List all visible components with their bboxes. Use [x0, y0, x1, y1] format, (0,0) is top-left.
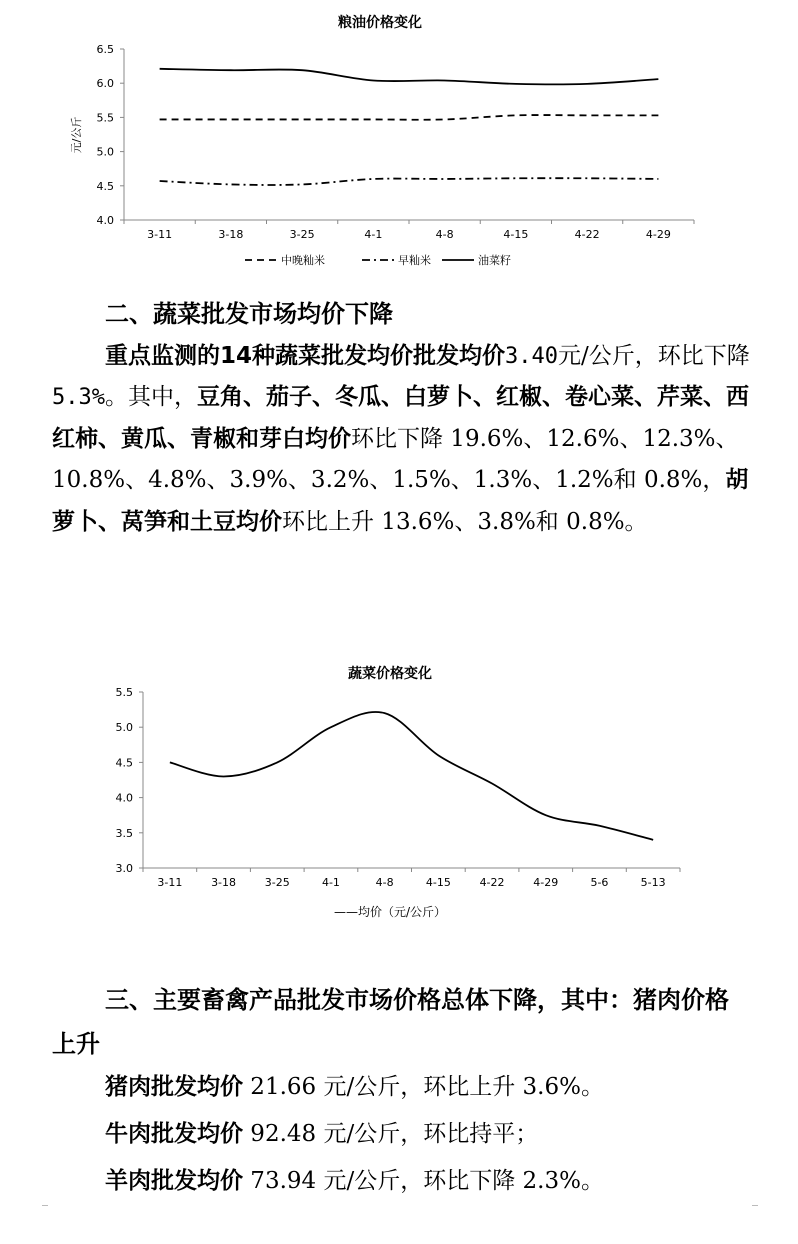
p-text: 。其中， — [104, 384, 197, 411]
section2-paragraph — [52, 336, 752, 543]
x-tick-label: 4-1 — [364, 228, 383, 241]
y-tick-label: 4.0 — [96, 214, 114, 227]
x-tick-label: 5-13 — [640, 876, 666, 889]
p-avg-value: 3.40 — [505, 344, 558, 369]
vegetable-price-chart — [0, 650, 798, 930]
mutton-label: 羊肉批发均价 — [105, 1168, 243, 1194]
pork-label: 猪肉批发均价 — [105, 1074, 243, 1100]
mutton-price-line — [105, 1162, 604, 1195]
series-line-2 — [160, 69, 659, 85]
section2-heading: 二、蔬菜批发市场均价下降 — [105, 300, 393, 328]
p-text: 元/公斤，环比下降 — [558, 343, 750, 369]
y-tick-label: 4.0 — [115, 791, 133, 805]
x-tick-label: 4-8 — [435, 228, 454, 241]
p-text: 重点监测的 — [105, 343, 220, 369]
y-tick-label: 4.5 — [115, 756, 133, 770]
chart1-title: 粮油价格变化 — [338, 15, 422, 31]
y-tick-label: 6.0 — [96, 77, 114, 91]
x-tick-label: 3-18 — [218, 228, 244, 241]
p-count: 14 — [220, 343, 253, 369]
pork-value: 21.66 元/公斤，环比上升 3.6%。 — [243, 1074, 604, 1100]
x-tick-label: 4-22 — [479, 876, 505, 889]
x-tick-label: 3-11 — [157, 876, 183, 889]
y-tick-label: 5.0 — [96, 145, 114, 159]
x-tick-label: 4-15 — [503, 228, 529, 241]
y-tick-label: 3.5 — [115, 826, 133, 840]
x-tick-label: 4-15 — [425, 876, 451, 889]
chart2-title: 蔬菜价格变化 — [348, 666, 432, 682]
p-falling-items: 豆角、茄子、冬瓜、白萝卜、红椒、卷心菜、芹菜、西红柿、黄瓜、青椒和芽白均价 — [52, 384, 749, 452]
page-corner-mark — [752, 1205, 758, 1212]
y-tick-label: 5.5 — [115, 686, 133, 699]
y-tick-label: 5.0 — [115, 721, 133, 735]
page-corner-mark — [42, 1205, 48, 1212]
x-tick-label: 3-25 — [289, 228, 315, 241]
beef-price-line — [105, 1115, 538, 1148]
p-change: 5.3% — [52, 385, 105, 411]
x-tick-label: 5-6 — [590, 876, 609, 889]
beef-value: 92.48 元/公斤，环比持平； — [243, 1121, 539, 1147]
y-tick-label: 3.0 — [115, 862, 133, 875]
chart1-y-axis-label: 元/公斤 — [70, 116, 83, 154]
y-tick-label: 6.5 — [96, 43, 114, 56]
pork-price-line — [105, 1068, 604, 1101]
p-text: 种蔬菜批发均价批发均价 — [252, 343, 506, 369]
legend-label-2: 油菜籽 — [478, 254, 511, 267]
series-line-0 — [170, 712, 653, 840]
chart2-legend: ——均价（元/公斤） — [333, 905, 447, 919]
mutton-value: 73.94 元/公斤，环比下降 2.3%。 — [243, 1168, 604, 1194]
p-rising-rates: 环比上升 13.6%、3.8%和 0.8%。 — [282, 508, 648, 535]
legend-label-1: 早籼米 — [398, 254, 431, 267]
beef-label: 牛肉批发均价 — [105, 1121, 243, 1147]
x-tick-label: 4-1 — [321, 876, 340, 889]
y-tick-label: 5.5 — [96, 111, 114, 125]
x-tick-label: 3-11 — [147, 228, 173, 241]
y-tick-label: 4.5 — [96, 179, 114, 193]
series-line-0 — [160, 115, 659, 120]
p-rising-items: 胡萝卜、莴笋和土豆均价 — [52, 467, 749, 535]
x-tick-label: 3-18 — [211, 876, 237, 889]
x-tick-label: 4-22 — [574, 228, 600, 241]
legend-label-0: 中晚籼米 — [281, 254, 325, 267]
section3-heading: 三、主要畜禽产品批发市场价格总体下降，其中：猪肉价格上升 — [52, 986, 729, 1058]
series-line-1 — [160, 178, 659, 185]
grain-oil-price-chart — [0, 0, 798, 280]
x-tick-label: 3-25 — [264, 876, 290, 889]
x-tick-label: 4-8 — [375, 876, 394, 889]
p-falling-rates: 环比下降 19.6%、12.6%、12.3%、10.8%、4.8%、3.9%、3.2%、1.5%、1.3%、1.2%和 0.8%， — [52, 425, 739, 494]
x-tick-label: 4-29 — [533, 876, 559, 889]
x-tick-label: 4-29 — [645, 228, 671, 241]
